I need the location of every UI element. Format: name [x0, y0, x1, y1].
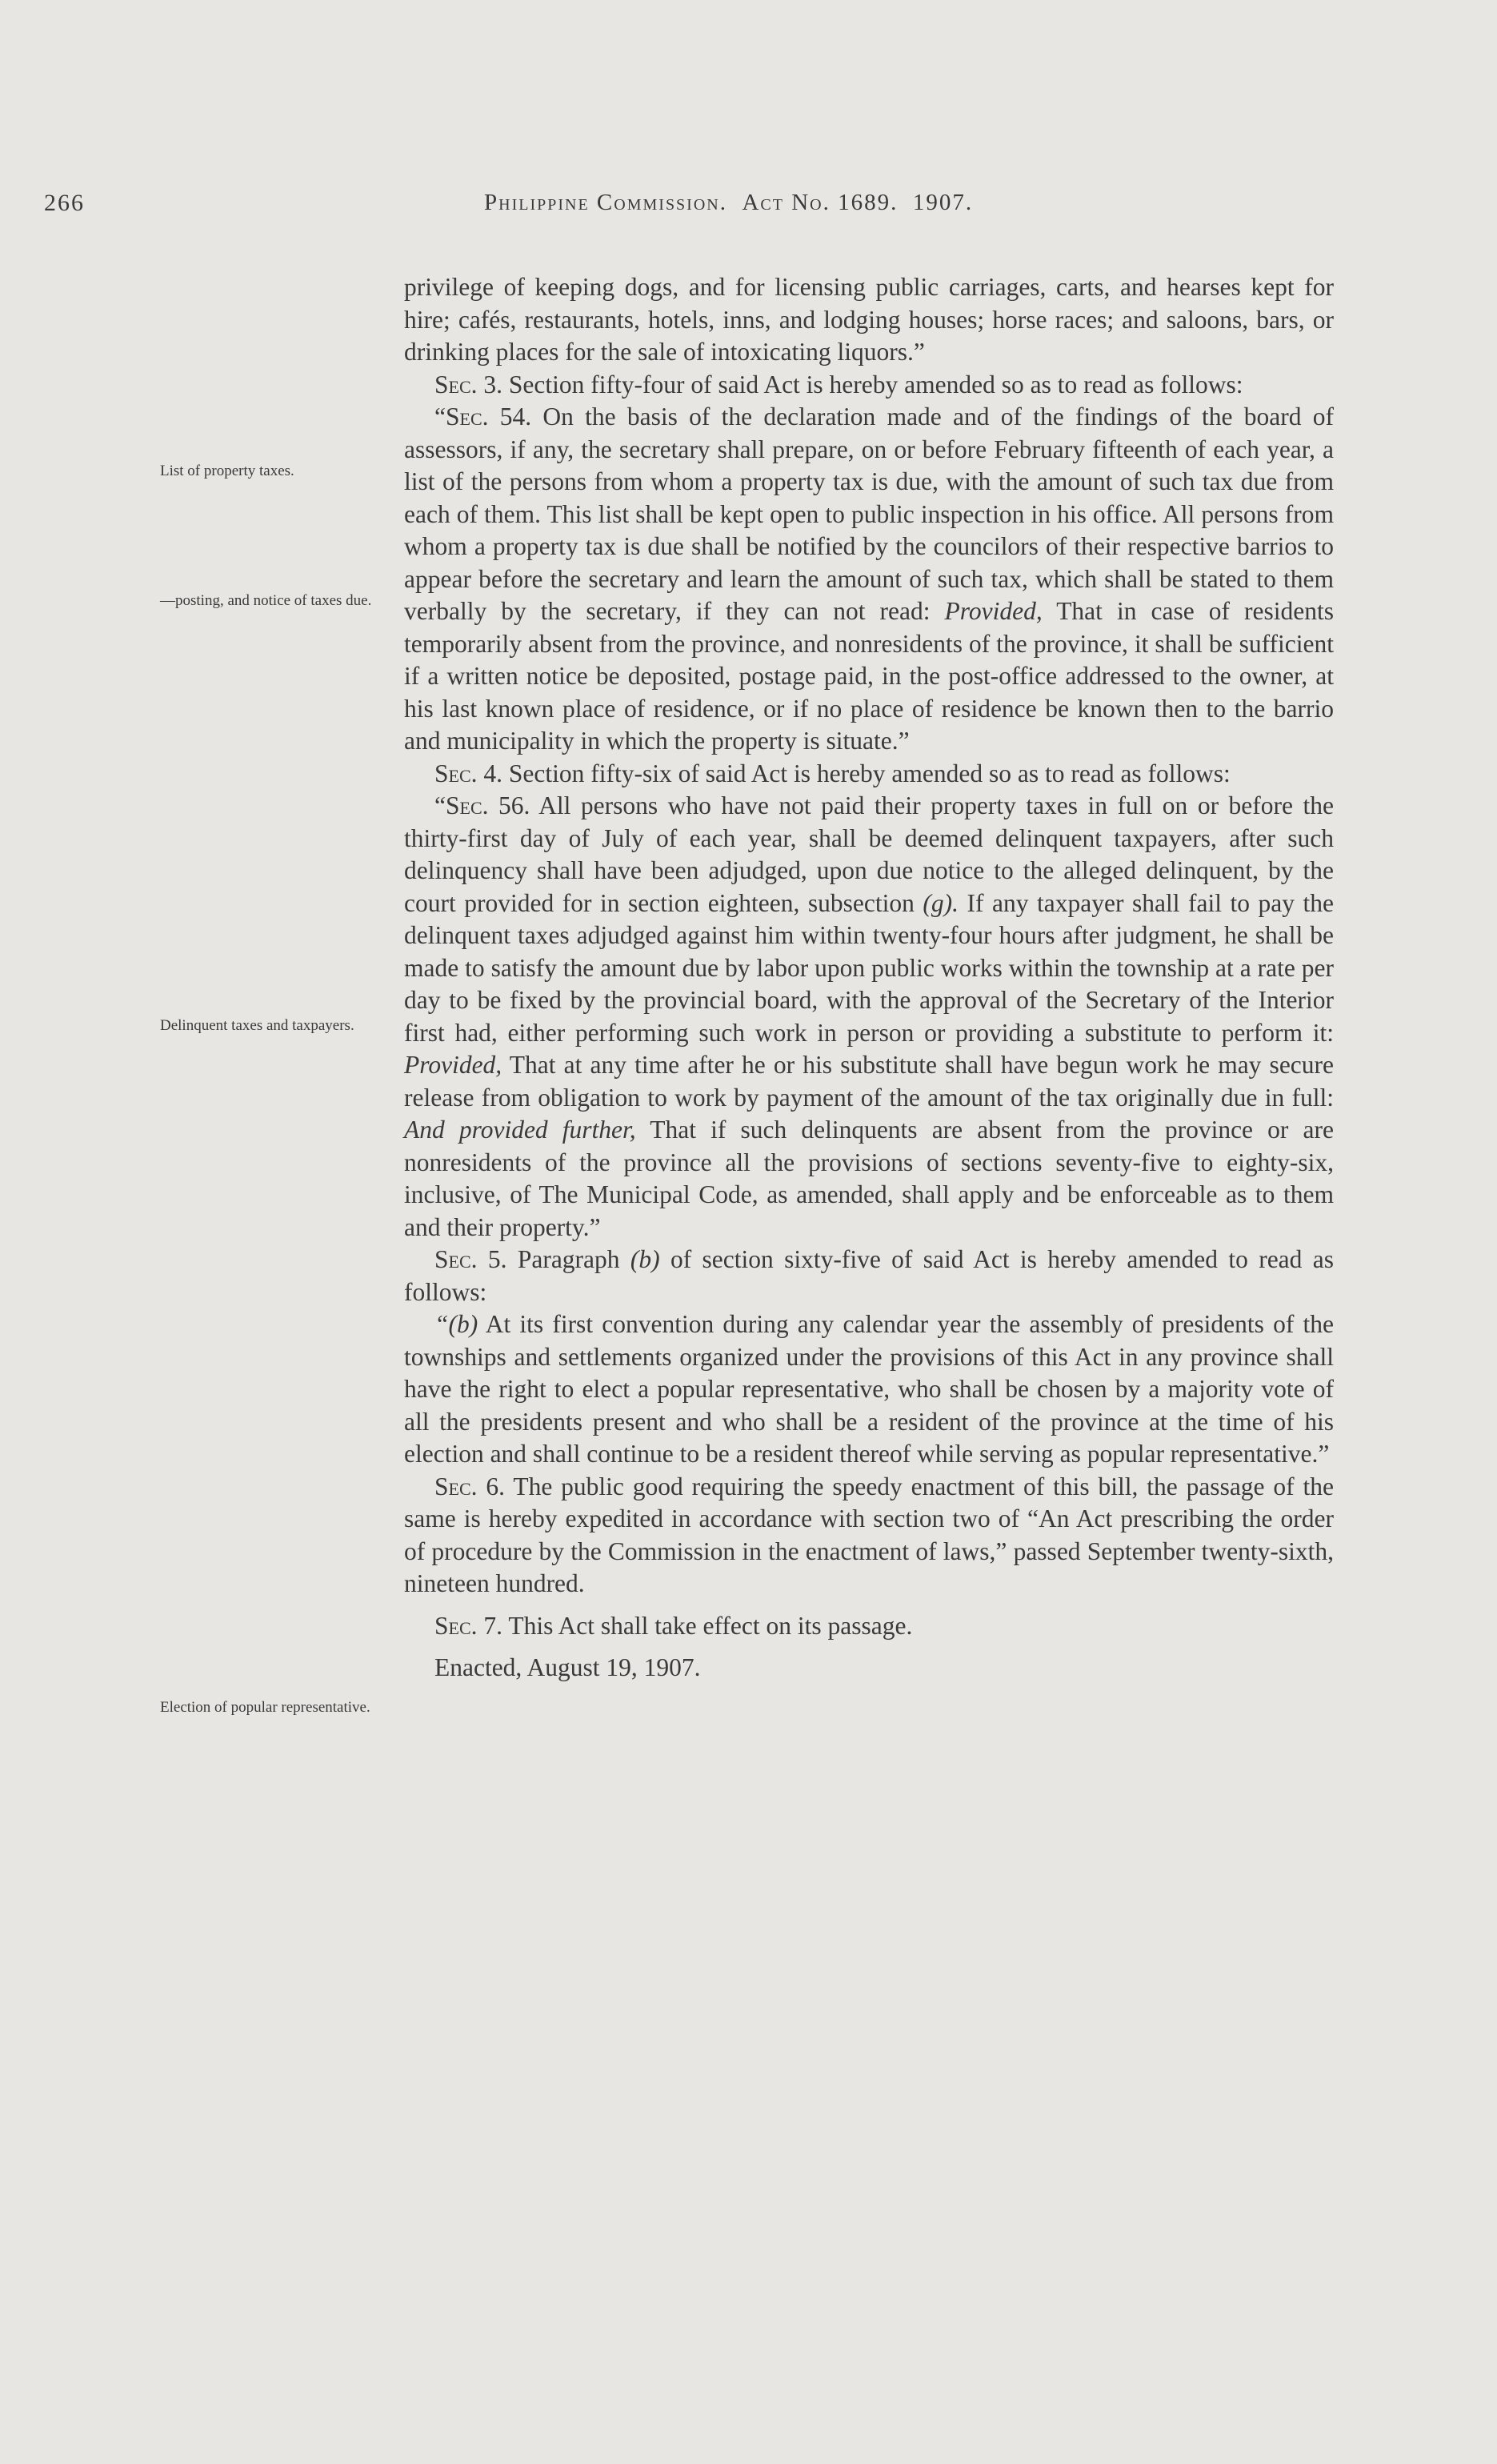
- section-54-text: On the basis of the declaration made and of the findings of the board of assessors, if any, the secretary shall prepare, on or before February fifteenth of each year, a list of the persons from whom a property tax is due, with the amount of such tax due from each of them. This list shall be kept open to public inspection in his office. All persons from whom a property tax is due shall be notified by the councilors of their respective barrios to appear before the secretary and learn the amount of such tax, which shall be stated to them verbally by the secretary, if they can not read:: [404, 403, 1334, 625]
- body-text: [404, 271, 1334, 1685]
- section-6: [404, 1471, 1334, 1601]
- running-head-commission: Philippine Commission.: [484, 190, 727, 215]
- margin-note-delinquent-taxes: Delinquent taxes and taxpayers.: [160, 1017, 354, 1034]
- section-56-text: All persons who have not paid their property taxes in full on or before the thirty-first day of July of each year, shall be deemed delinquent taxpayers, after such delinquency shall have been adjudged, upon due notice to the alleged delinquent, by the court provided for in section eighteen, subsection: [404, 791, 1334, 917]
- section-56-absent: That if such delinquents are absent from the province or are nonresidents of the province all the provisions of sections seventy-five to eighty-six, inclusive, of The Municipal Code, as amended, shall apply and be enforceable as to them and their property.”: [404, 1116, 1334, 1241]
- section-7-label: Sec. 7.: [434, 1611, 503, 1640]
- section-56-provided: Provided,: [404, 1051, 502, 1079]
- margin-note-election-representative: Election of popular representative.: [160, 1699, 370, 1716]
- margin-note-list-of-property-taxes: List of property taxes.: [160, 463, 294, 479]
- section-7-text: This Act shall take effect on its passage.: [508, 1611, 913, 1640]
- section-7: [404, 1610, 1334, 1643]
- section-56-label: “Sec. 56.: [434, 791, 530, 819]
- paragraph-b: [404, 1308, 1334, 1471]
- section-5-paragraph-ref: (b): [630, 1245, 660, 1273]
- paragraph-b-text: At its first convention during any calendar year the assembly of presidents of the townships and settlements organized under the provisions of this Act in any province shall have the right to elect a popular representative, who shall be chosen by a majority vote of all the presidents present and who shall be a resident of the province at the time of his election and shall continue to be a resident thereof while serving as popular representative.”: [404, 1310, 1335, 1468]
- section-6-text: The public good requiring the speedy enactment of this bill, the passage of the same is hereby expedited in accordance with section two of “An Act prescribing the order of procedure by the Commission in the enactment of laws,” passed September twenty-sixth, nineteen hundred.: [404, 1472, 1335, 1597]
- section-4-text: Section fifty-six of said Act is hereby amended so as to read as follows:: [508, 759, 1231, 787]
- running-head: [484, 190, 973, 216]
- paragraph-privilege-continuation: privilege of keeping dogs, and for licensing public carriages, carts, and hearses kept for hire; cafés, restaurants, hotels, inns, and lodging houses; horse races; and saloons, bars, or drinking places for the sale of intoxicating liquors.”: [404, 273, 1334, 366]
- section-56-subsection: (g).: [923, 888, 959, 917]
- section-54-proviso: That in case of residents temporarily absent from the province, and nonresidents of the province, it shall be sufficient if a written notice be deposited, postage paid, in the post-office addressed to the owner, at his last known place of residence, or if no place of residence be known then to the barrio and municipality in which the property is situate.”: [404, 597, 1335, 755]
- section-4-label: Sec. 4.: [434, 759, 503, 787]
- section-56-release: That at any time after he or his substitute shall have begun work he may secure release from obligation to work by payment of the amount of the tax originally due in full:: [404, 1051, 1335, 1112]
- section-5-text-b: of section sixty-five of said Act is hereby amended to read as follows:: [404, 1245, 1334, 1306]
- page-number: 266: [44, 190, 85, 216]
- margin-note-posting-notice: —posting, and notice of taxes due.: [160, 592, 372, 609]
- section-56: [404, 790, 1334, 1244]
- section-3: [404, 369, 1334, 402]
- enactment-date: Enacted, August 19, 1907.: [434, 1653, 701, 1681]
- section-5: [404, 1244, 1334, 1308]
- section-54: [404, 401, 1334, 758]
- running-head-year: 1907.: [912, 190, 974, 215]
- section-56-provided-further: And provided further,: [404, 1116, 636, 1144]
- section-54-provided: Provided,: [944, 597, 1043, 625]
- section-3-text: Section fifty-four of said Act is hereby amended so as to read as follows:: [508, 370, 1243, 399]
- section-5-text-a: Paragraph: [517, 1245, 620, 1273]
- running-head-act: Act No. 1689.: [742, 190, 899, 215]
- section-6-label: Sec. 6.: [434, 1472, 506, 1500]
- section-5-label: Sec. 5.: [434, 1245, 507, 1273]
- paragraph-b-label: “(b): [434, 1310, 478, 1338]
- section-3-label: Sec. 3.: [434, 370, 503, 399]
- section-56-labor: If any taxpayer shall fail to pay the delinquent taxes adjudged against him within twenty-four hours after judgment, he shall be made to satisfy the amount due by labor upon public works within the township at a rate per day to be fixed by the provincial board, with the approval of the Secretary of the Interior first had, either performing such work in person or providing a substitute to perform it:: [404, 888, 1334, 1047]
- section-54-label: “Sec. 54.: [434, 403, 532, 431]
- section-4: [404, 758, 1334, 791]
